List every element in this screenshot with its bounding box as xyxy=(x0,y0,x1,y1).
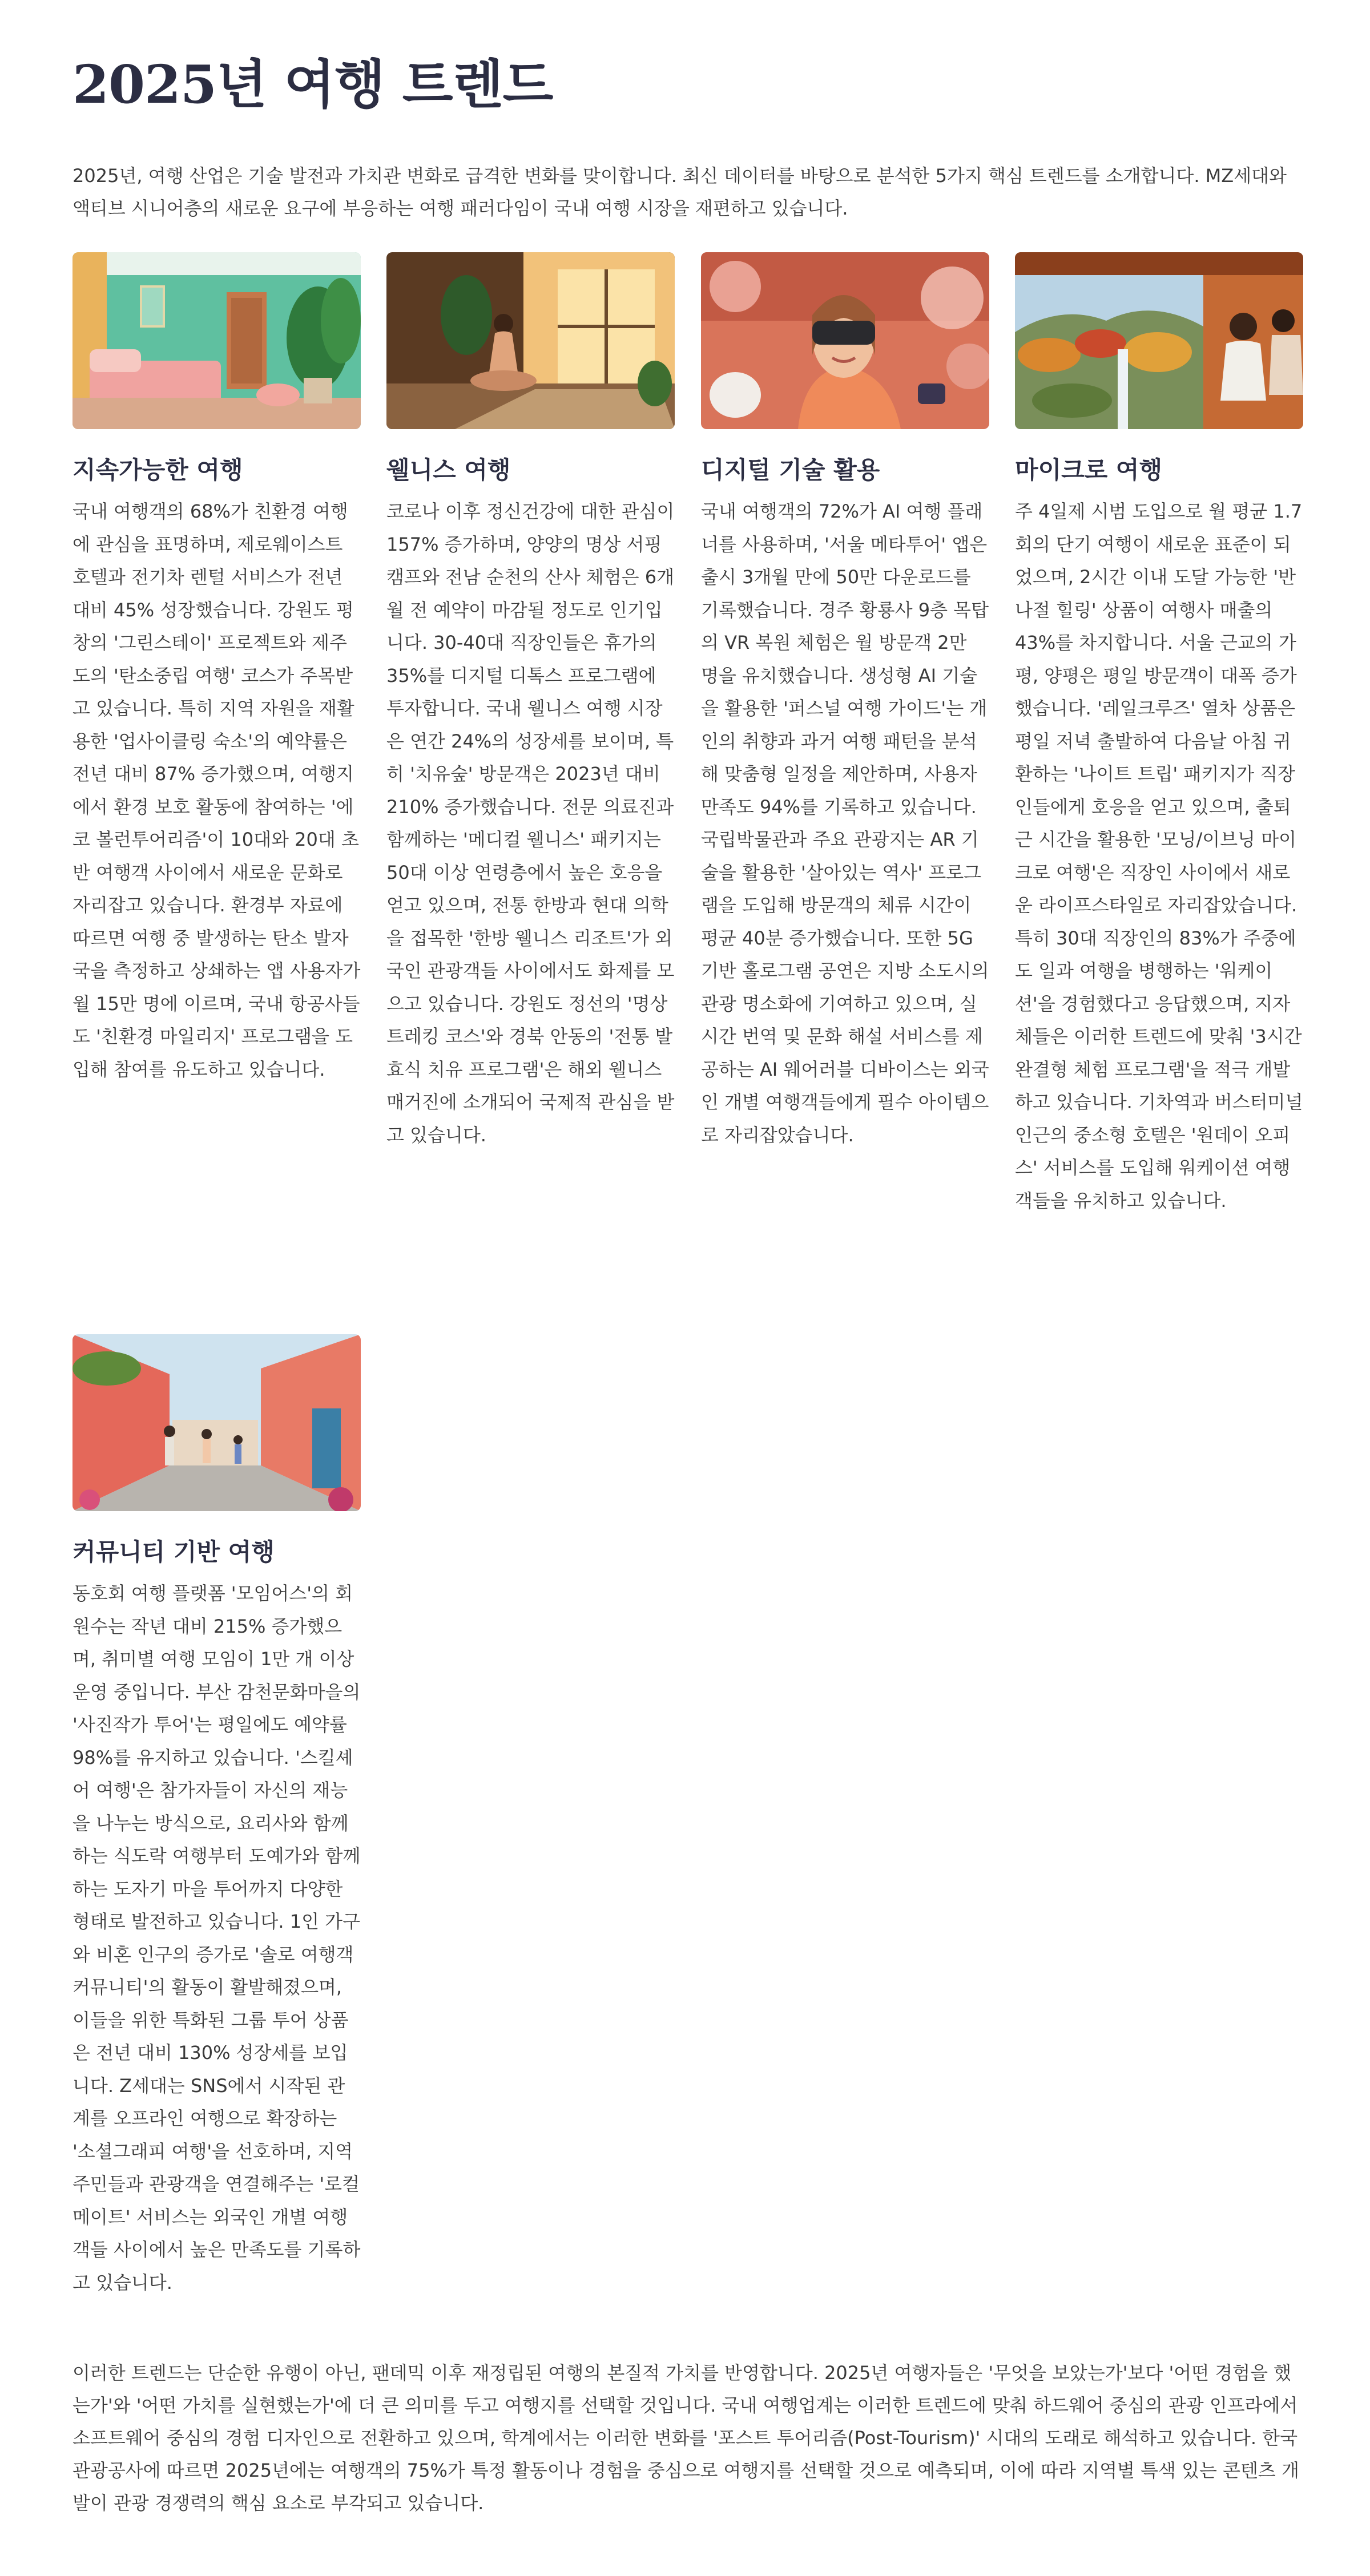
trend-title: 마이크로 여행 xyxy=(1015,456,1163,484)
page-title: 2025년 여행 트렌드 xyxy=(72,54,553,115)
trend-title: 디지털 기술 활용 xyxy=(701,456,880,484)
village-street-photo xyxy=(72,1334,361,1511)
trend-card-wellness xyxy=(386,252,675,1152)
trend-title: 지속가능한 여행 xyxy=(72,456,243,484)
train-window-photo xyxy=(1015,252,1303,429)
trend-card-sustainable xyxy=(72,252,361,1086)
trend-title: 웰니스 여행 xyxy=(386,456,511,484)
intro-paragraph: 2025년, 여행 산업은 기술 발전과 가치관 변화로 급격한 변화를 맞이합니다. 최신 데이터를 바탕으로 분석한 5가지 핵심 트렌드를 소개합니다. MZ세대와 액티브 시니어층의 새로운 요구에 부응하는 여행 패러다임이 국내 여행 시장을 재편하고 있습니다. xyxy=(72,165,1287,219)
trend-card-community xyxy=(72,1334,361,2299)
trend-title: 커뮤니티 기반 여행 xyxy=(72,1538,275,1566)
vr-headset-photo xyxy=(701,252,989,429)
trend-body: 코로나 이후 정신건강에 대한 관심이 157% 증가하며, 양양의 명상 서핑 캠프와 전남 순천의 산사 체험은 6개월 전 예약이 마감될 정도로 인기입니다. 30-40대 직장인들은 휴가의 35%를 디지털 디톡스 프로그램에 투자합니다. 국내 웰니스 여행 시장은 연간 24%의 성장세를 보이며, 특히 '치유숲' 방문객은 2023년 대비 210% 증가했습니다. 전문 의료진과 함께하는 '메디컬 웰니스' 패키지는 50대 이상 연령층에서 높은 호응을 얻고 있으며, 전통 한방과 현대 의학을 접목한 '한방 웰니스 리조트'가 외국인 관광객들 사이에서도 화제를 모으고 있습니다. 강원도 정선의 '명상 트레킹 코스'와 경북 안동의 '전통 발효식 치유 프로그램'은 해외 웰니스 매거진에 소개되어 국제적 관심을 받고 있습니다. xyxy=(386,500,675,1146)
trend-card-micro xyxy=(1015,252,1303,1217)
trend-card-digital xyxy=(701,252,989,1152)
trend-body: 주 4일제 시범 도입으로 월 평균 1.7회의 단기 여행이 새로운 표준이 되었으며, 2시간 이내 도달 가능한 '반나절 힐링' 상품이 여행사 매출의 43%를 차지합니다. 서울 근교의 가평, 양평은 평일 방문객이 대폭 증가했습니다. '레일크루즈' 열차 상품은 평일 저녁 출발하여 다음날 아침 귀환하는 '나이트 트립' 패키지가 직장인들에게 호응을 얻고 있으며, 출퇴근 시간을 활용한 '모닝/이브닝 마이크로 여행'은 직장인 사이에서 새로운 라이프스타일로 자리잡았습니다. 특히 30대 직장인의 83%가 주중에도 일과 여행을 병행하는 '워케이션'을 경험했다고 응답했으며, 지자체들은 이러한 트렌드에 맞춰 '3시간 완결형 체험 프로그램'을 적극 개발하고 있습니다. 기차역과 버스터미널 인근의 중소형 호텔은 '원데이 오피스' 서비스를 도입해 워케이션 여행객들을 유치하고 있습니다. xyxy=(1015,500,1303,1212)
trend-body: 국내 여행객의 68%가 친환경 여행에 관심을 표명하며, 제로웨이스트 호텔과 전기차 렌털 서비스가 전년 대비 45% 성장했습니다. 강원도 평창의 '그린스테이' 프로젝트와 제주도의 '탄소중립 여행' 코스가 주목받고 있습니다. 특히 지역 자원을 재활용한 '업사이클링 숙소'의 예약률은 전년 대비 87% 증가했으며, 여행지에서 환경 보호 활동에 참여하는 '에코 볼런투어리즘'이 10대와 20대 초반 여행객 사이에서 새로운 문화로 자리잡고 있습니다. 환경부 자료에 따르면 여행 중 발생하는 탄소 발자국을 측정하고 상쇄하는 앱 사용자가 월 15만 명에 이르며, 국내 항공사들도 '친환경 마일리지' 프로그램을 도입해 참여를 유도하고 있습니다. xyxy=(72,500,361,1080)
eco-hotel-room-photo xyxy=(72,252,361,429)
trend-body: 동호회 여행 플랫폼 '모임어스'의 회원수는 작년 대비 215% 증가했으며, 취미별 여행 모임이 1만 개 이상 운영 중입니다. 부산 감천문화마을의 '사진작가 투어'는 평일에도 예약률 98%를 유지하고 있습니다. '스킬셰어 여행'은 참가자들이 자신의 재능을 나누는 방식으로, 요리사와 함께하는 식도락 여행부터 도예가와 함께하는 도자기 마을 투어까지 다양한 형태로 발전하고 있습니다. 1인 가구와 비혼 인구의 증가로 '솔로 여행객 커뮤니티'의 활동이 활발해졌으며, 이들을 위한 특화된 그룹 투어 상품은 전년 대비 130% 성장세를 보입니다. Z세대는 SNS에서 시작된 관계를 오프라인 여행으로 확장하는 '소셜그래피 여행'을 선호하며, 지역 주민들과 관광객을 연결해주는 '로컬메이트' 서비스는 외국인 개별 여행객들 사이에서 높은 만족도를 기록하고 있습니다. xyxy=(72,1582,361,2294)
conclusion-paragraph: 이러한 트렌드는 단순한 유행이 아닌, 팬데믹 이후 재정립된 여행의 본질적 가치를 반영합니다. 2025년 여행자들은 '무엇을 보았는가'보다 '어떤 경험을 했는가'와 '어떤 가치를 실현했는가'에 더 큰 의미를 두고 여행지를 선택할 것입니다. 국내 여행업계는 이러한 트렌드에 맞춰 하드웨어 중심의 관광 인프라에서 소프트웨어 중심의 경험 디자인으로 전환하고 있으며, 학계에서는 이러한 변화를 '포스트 투어리즘(Post-Tourism)' 시대의 도래로 해석하고 있습니다. 한국관광공사에 따르면 2025년에는 여행객의 75%가 특정 활동이나 경험을 중심으로 여행지를 선택할 것으로 예측되며, 이에 따라 지역별 특색 있는 콘텐츠 개발이 관광 경쟁력의 핵심 요소로 부각되고 있습니다. xyxy=(72,2362,1299,2514)
trend-body: 국내 여행객의 72%가 AI 여행 플래너를 사용하며, '서울 메타투어' 앱은 출시 3개월 만에 50만 다운로드를 기록했습니다. 경주 황룡사 9층 목탑의 VR 복원 체험은 월 방문객 2만 명을 유치했습니다. 생성형 AI 기술을 활용한 '퍼스널 여행 가이드'는 개인의 취향과 과거 여행 패턴을 분석해 맞춤형 일정을 제안하며, 사용자 만족도 94%를 기록하고 있습니다. 국립박물관과 주요 관광지는 AR 기술을 활용한 '살아있는 역사' 프로그램을 도입해 방문객의 체류 시간이 평균 40분 증가했습니다. 또한 5G 기반 홀로그램 공연은 지방 소도시의 관광 명소화에 기여하고 있으며, 실시간 번역 및 문화 해설 서비스를 제공하는 AI 웨어러블 디바이스는 외국인 개별 여행객들에게 필수 아이템으로 자리잡았습니다. xyxy=(701,500,989,1146)
meditation-room-photo xyxy=(386,252,675,429)
